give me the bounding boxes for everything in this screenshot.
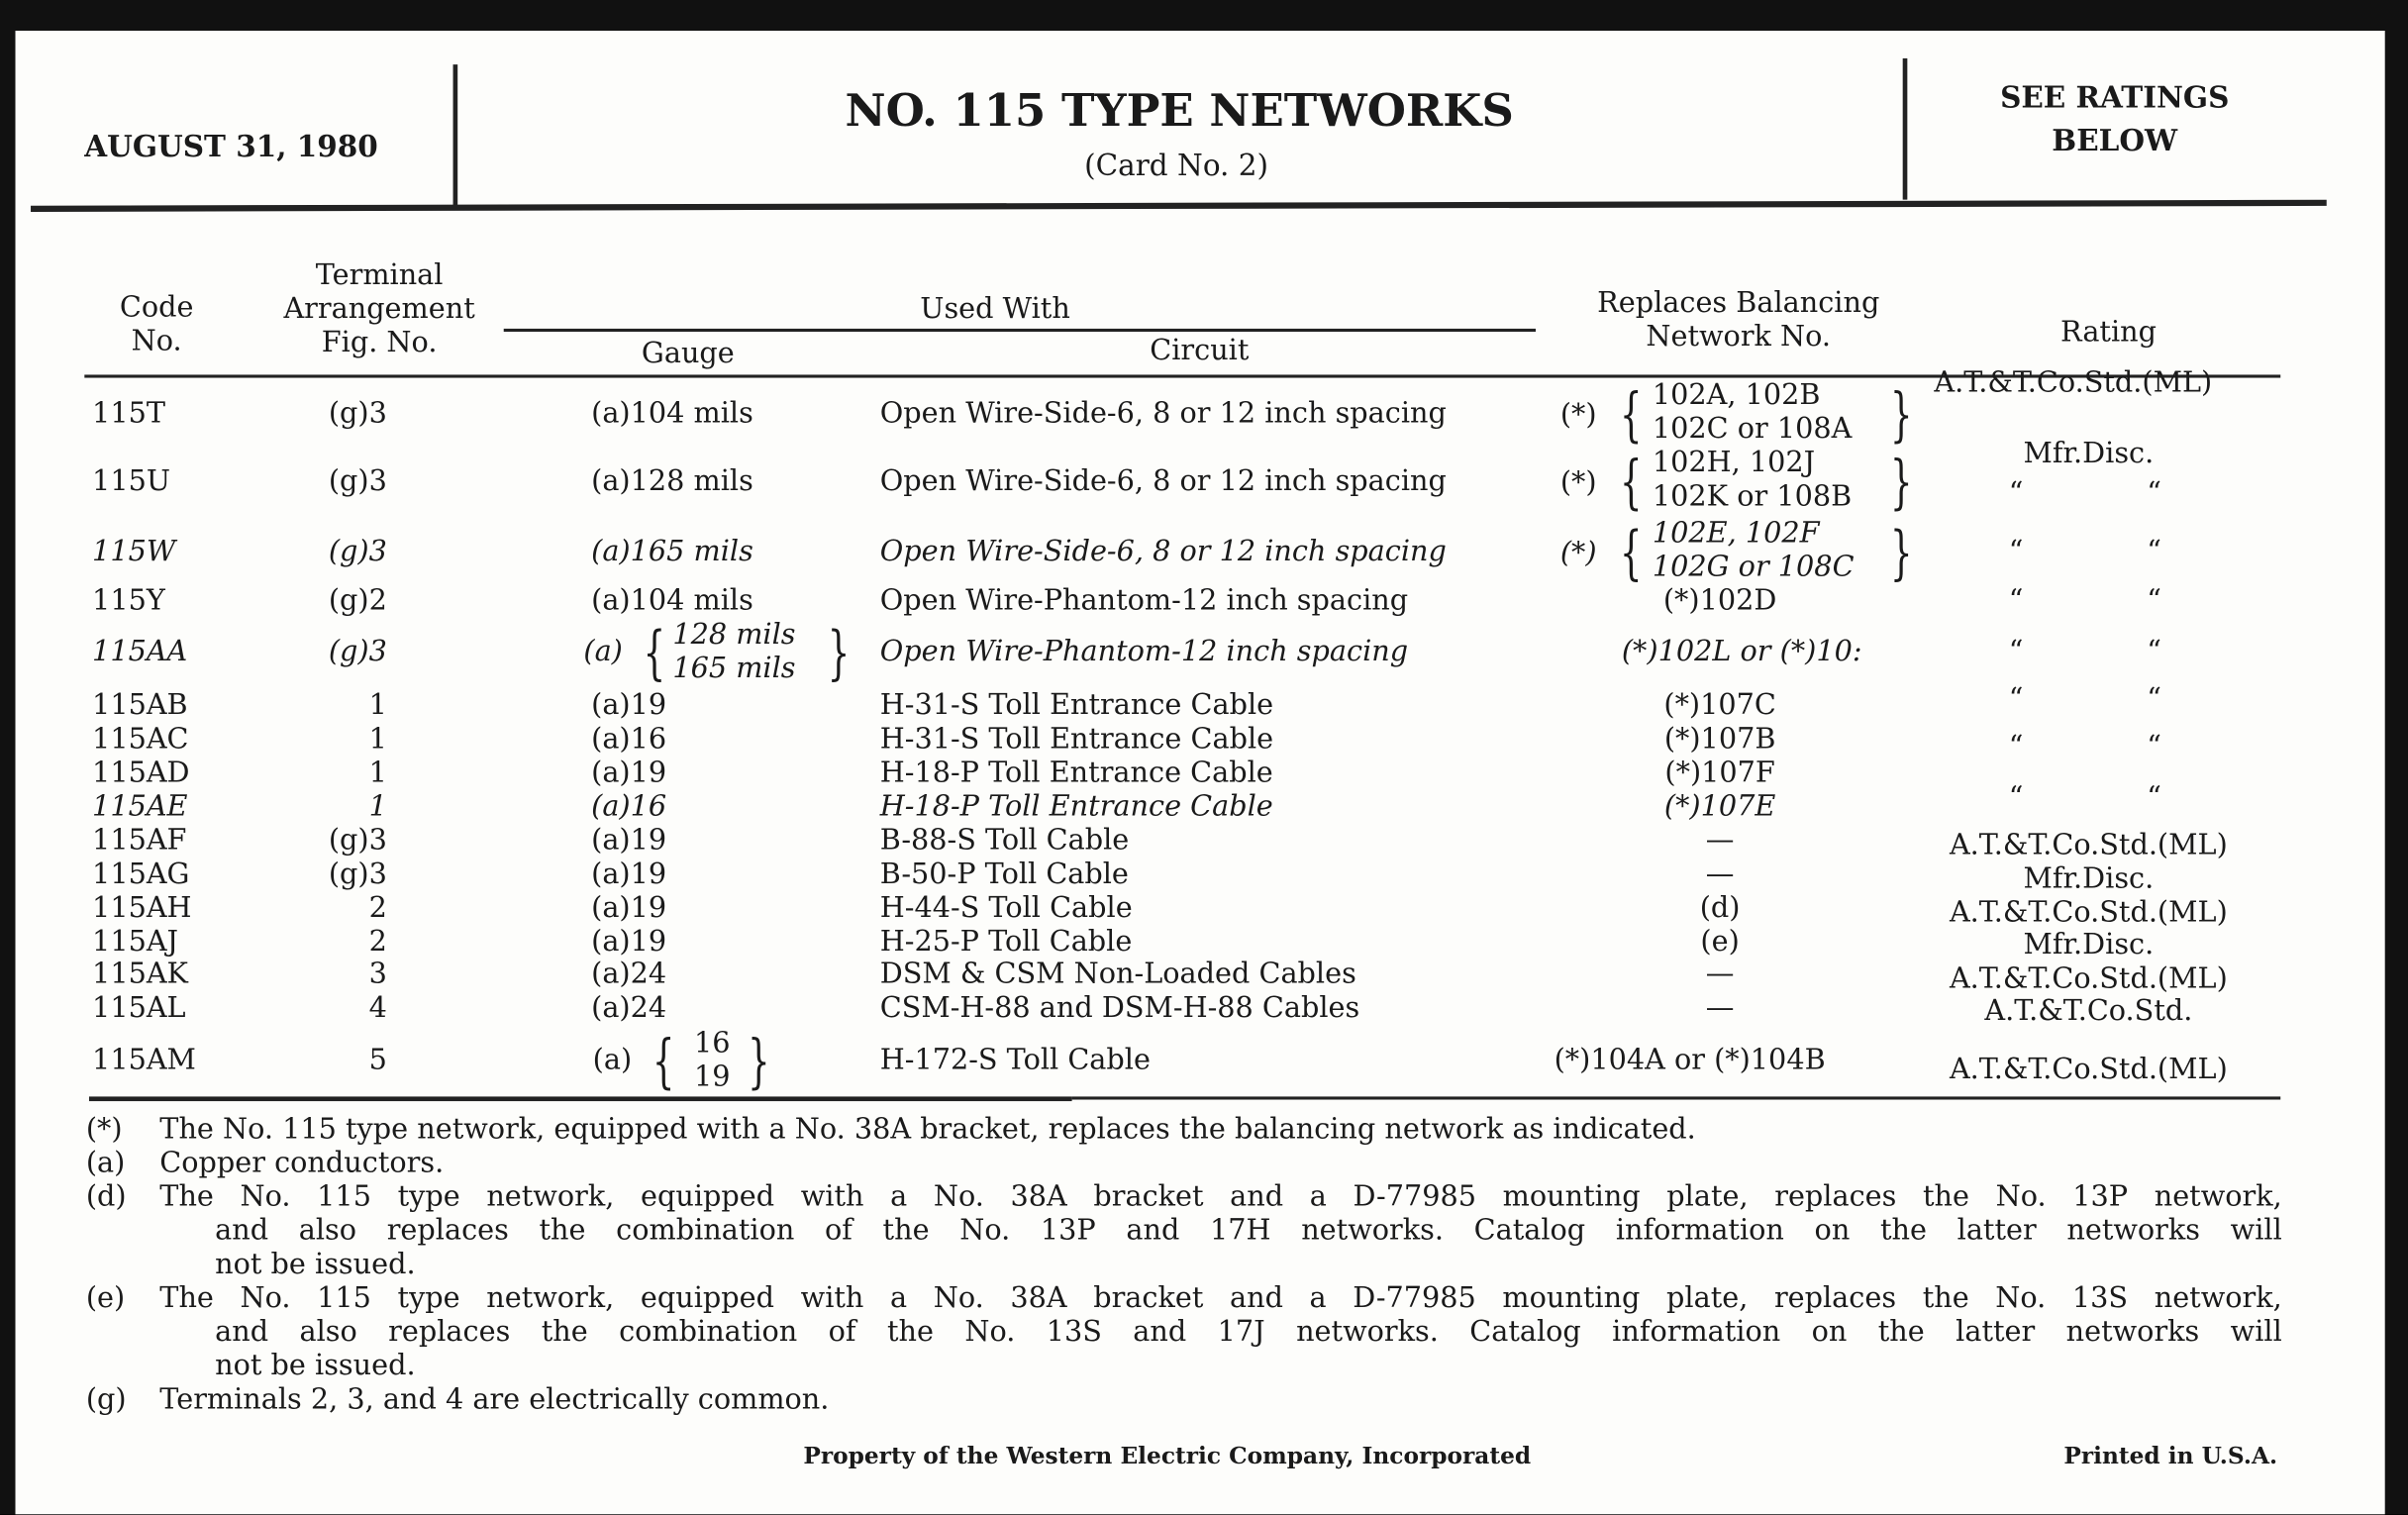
ditto-mark: “	[2008, 584, 2024, 618]
fig-cell: 1	[368, 790, 387, 824]
gauge-cell: (a)16	[591, 790, 667, 824]
gauge-cell: (a)128 mils	[591, 464, 753, 498]
col-header-line: No.	[131, 325, 182, 358]
ditto-mark: “	[2147, 683, 2161, 716]
brace-close-icon: }	[827, 619, 851, 687]
gauge-cell: (a)19	[591, 858, 667, 891]
footnote-line: not be issued.	[215, 1350, 416, 1382]
brace-open-icon: {	[1620, 380, 1643, 449]
fig-cell: (g)3	[328, 858, 387, 891]
circuit-cell: H-172-S Toll Cable	[879, 1044, 1151, 1077]
header-divider-left	[453, 64, 458, 207]
rating-cell: Mfr.Disc.	[2023, 929, 2155, 961]
replaces-line: 102H, 102J	[1652, 447, 1816, 479]
code-cell: 115AB	[92, 689, 188, 722]
gauge-cell: (a)104 mils	[591, 397, 753, 431]
ditto-mark: “	[2008, 536, 2024, 568]
circuit-cell: B-50-P Toll Cable	[879, 858, 1129, 891]
code-cell: 115AL	[92, 991, 186, 1025]
see-ratings-line: BELOW	[2052, 124, 2178, 158]
col-header-line: Terminal	[315, 259, 444, 292]
gauge-cell: (a)104 mils	[591, 584, 753, 618]
brace-open-icon: {	[643, 619, 666, 687]
col-header-line: Replaces Balancing	[1597, 287, 1880, 320]
circuit-cell: B-88-S Toll Cable	[879, 824, 1130, 858]
gauge-prefix: (a)	[583, 636, 623, 668]
footnote-line: The No. 115 type network, equipped with a No. 38A bracket, replaces the balancing network as indicated.	[159, 1113, 1696, 1147]
replaces-cell: (*)102D	[1662, 584, 1777, 618]
footnote-mark: (d)	[85, 1180, 127, 1214]
brace-close-icon: }	[1890, 519, 1913, 587]
fig-cell: (g)3	[328, 464, 387, 498]
footnote-mark: (a)	[85, 1147, 126, 1180]
catalog-card	[16, 31, 2385, 1514]
gauge-cell: (a)19	[591, 926, 667, 959]
gauge-line: 16	[694, 1027, 731, 1060]
brace-close-icon: }	[748, 1027, 770, 1095]
fig-cell: 2	[368, 892, 387, 925]
code-cell: 115Y	[92, 584, 165, 618]
footnote-line: The No. 115 type network, equipped with a No. 38A bracket and a D-77985 mounting plate, replaces the No. 13P network,	[159, 1180, 2282, 1214]
col-header-used-with: Used With	[920, 293, 1070, 326]
brace-close-icon: }	[1890, 380, 1913, 449]
code-cell: 115AG	[92, 858, 190, 891]
rating-cell: Mfr.Disc.	[2023, 862, 2155, 896]
fig-cell: 3	[368, 958, 387, 991]
code-cell: 115T	[92, 397, 165, 431]
card-date: AUGUST 31, 1980	[84, 130, 378, 164]
replaces-prefix: (*)	[1559, 537, 1597, 570]
code-cell: 115AF	[92, 824, 187, 858]
ditto-mark: “	[2008, 477, 2024, 510]
circuit-cell: H-18-P Toll Entrance Cable	[879, 790, 1273, 824]
footnote-line: and also replaces the combination of the No. 13P and 17H networks. Catalog information on the latter networks will	[215, 1214, 2282, 1248]
replaces-prefix: (*)	[1559, 466, 1597, 500]
code-cell: 115U	[92, 464, 171, 498]
code-cell: 115W	[92, 536, 176, 568]
code-cell: 115AD	[92, 757, 190, 790]
ditto-mark: “	[2008, 731, 2024, 763]
code-cell: 115AE	[92, 790, 188, 824]
replaces-cell: (e)	[1700, 926, 1740, 959]
see-ratings-note	[2000, 77, 2229, 163]
table-bottom-rule	[89, 1096, 1072, 1101]
fig-cell: 4	[368, 991, 387, 1025]
gauge-line: 128 mils	[672, 619, 796, 652]
footnote-mark: (*)	[85, 1113, 123, 1147]
col-header-circuit: Circuit	[1150, 335, 1250, 367]
brace-open-icon: {	[1620, 519, 1643, 587]
used-with-rule	[504, 329, 1536, 331]
gauge-cell: (a)19	[591, 824, 667, 858]
printed-notice: Printed in U.S.A.	[2063, 1442, 2278, 1470]
circuit-cell: Open Wire-Phantom-12 inch spacing	[879, 636, 1409, 668]
col-header-gauge: Gauge	[641, 338, 735, 370]
ditto-mark: “	[2008, 636, 2024, 668]
ditto-mark: “	[2008, 781, 2024, 815]
brace-open-icon: {	[1620, 448, 1643, 517]
fig-cell: (g)2	[328, 584, 387, 618]
circuit-cell: Open Wire-Side-6, 8 or 12 inch spacing	[879, 397, 1447, 431]
gauge-cell: (a)19	[591, 689, 667, 722]
rating-cell: A.T.&T.Co.Std.	[1984, 995, 2193, 1028]
circuit-cell: Open Wire-Side-6, 8 or 12 inch spacing	[879, 464, 1447, 498]
replaces-cell: (*)107C	[1663, 689, 1776, 722]
fig-cell: (g)3	[328, 636, 387, 668]
brace-open-icon: {	[652, 1027, 675, 1095]
rating-cell: A.T.&T.Co.Std.(ML)	[1949, 829, 2228, 862]
code-cell: 115AA	[92, 636, 188, 668]
col-header-code	[120, 292, 194, 359]
see-ratings-line: SEE RATINGS	[2000, 81, 2230, 116]
gauge-line: 19	[694, 1060, 731, 1094]
replaces-cell: (*)107E	[1663, 790, 1776, 824]
rating-cell: A.T.&T.Co.Std.(ML)	[1934, 366, 2213, 400]
rating-cell: A.T.&T.Co.Std.(ML)	[1949, 962, 2228, 996]
col-header-line: Code	[119, 291, 194, 325]
replaces-cell: —	[1705, 824, 1735, 858]
replaces-cell: —	[1705, 858, 1735, 891]
gauge-line: 165 mils	[672, 653, 796, 685]
gauge-cell: (a)24	[591, 991, 667, 1025]
gauge-cell: (a)19	[591, 757, 667, 790]
circuit-cell: H-18-P Toll Entrance Cable	[879, 757, 1273, 790]
circuit-cell: H-25-P Toll Cable	[879, 926, 1133, 959]
replaces-cell: (*)102L or (*)10:	[1621, 636, 1862, 668]
ditto-mark: “	[2147, 731, 2161, 763]
replaces-line: 102C or 108A	[1652, 413, 1853, 446]
replaces-cell: (d)	[1699, 892, 1741, 925]
brace-close-icon: }	[1890, 448, 1913, 517]
card-number: (Card No. 2)	[1084, 149, 1269, 183]
col-header-rating: Rating	[2060, 316, 2157, 350]
gauge-cell: (a)19	[591, 892, 667, 925]
col-header-line: Network No.	[1646, 321, 1832, 354]
circuit-cell: DSM & CSM Non-Loaded Cables	[879, 958, 1356, 991]
fig-cell: (g)3	[328, 397, 387, 431]
fig-cell: (g)3	[328, 824, 387, 858]
fig-cell: 1	[368, 723, 387, 757]
code-cell: 115AJ	[92, 926, 179, 959]
replaces-cell: (*)107F	[1664, 757, 1775, 790]
rating-cell: A.T.&T.Co.Std.(ML)	[1949, 896, 2228, 930]
header-rule	[31, 200, 2327, 212]
header-divider-right	[1903, 58, 1908, 200]
ditto-mark: “	[2147, 781, 2161, 815]
circuit-cell: H-44-S Toll Cable	[879, 892, 1133, 925]
fig-cell: (g)3	[328, 536, 387, 568]
ditto-mark: “	[2147, 477, 2161, 510]
replaces-cell: (*)104A or (*)104B	[1554, 1044, 1826, 1077]
replaces-line: 102K or 108B	[1652, 480, 1853, 514]
fig-cell: 2	[368, 926, 387, 959]
fig-cell: 1	[368, 757, 387, 790]
circuit-cell: H-31-S Toll Entrance Cable	[879, 689, 1274, 722]
replaces-line: 102A, 102B	[1652, 379, 1821, 412]
circuit-cell: Open Wire-Phantom-12 inch spacing	[879, 584, 1409, 618]
col-header-replaces	[1597, 287, 1879, 354]
footnote-line: and also replaces the combination of the No. 13S and 17J networks. Catalog information on the latter networks will	[215, 1316, 2282, 1349]
fig-cell: 5	[368, 1044, 387, 1077]
footnote-mark: (g)	[85, 1383, 127, 1417]
replaces-cell: (*)107B	[1663, 723, 1776, 757]
code-cell: 115AK	[92, 958, 188, 991]
col-header-line: Arrangement	[283, 293, 475, 326]
replaces-cell: —	[1705, 958, 1735, 991]
table-bottom-rule	[1072, 1096, 2281, 1099]
col-header-line: Fig. No.	[321, 327, 438, 359]
gauge-cell: (a)24	[591, 958, 667, 991]
replaces-line: 102E, 102F	[1652, 517, 1820, 551]
code-cell: 115AM	[92, 1044, 196, 1077]
footnote-line: Copper conductors.	[159, 1147, 445, 1180]
gauge-prefix: (a)	[592, 1044, 633, 1077]
fig-cell: 1	[368, 689, 387, 722]
footnote-line: not be issued.	[215, 1248, 416, 1281]
footnote-line: Terminals 2, 3, and 4 are electrically common.	[159, 1383, 830, 1417]
gauge-cell: (a)165 mils	[591, 536, 753, 568]
footnote-line: The No. 115 type network, equipped with a No. 38A bracket and a D-77985 mounting plate, replaces the No. 13S network,	[159, 1282, 2282, 1315]
replaces-prefix: (*)	[1559, 399, 1597, 432]
code-cell: 115AH	[92, 892, 192, 925]
replaces-line: 102G or 108C	[1652, 551, 1855, 584]
ditto-mark: “	[2147, 584, 2161, 618]
footnote-mark: (e)	[85, 1282, 126, 1315]
ditto-mark: “	[2147, 636, 2161, 668]
code-cell: 115AC	[92, 723, 189, 757]
col-header-terminal	[283, 259, 474, 360]
ditto-mark: “	[2147, 536, 2161, 568]
circuit-cell: Open Wire-Side-6, 8 or 12 inch spacing	[879, 536, 1447, 568]
page-title: NO. 115 TYPE NETWORKS	[845, 84, 1514, 138]
circuit-cell: H-31-S Toll Entrance Cable	[879, 723, 1274, 757]
rating-cell: A.T.&T.Co.Std.(ML)	[1949, 1053, 2228, 1086]
ditto-mark: “	[2008, 683, 2024, 716]
gauge-cell: (a)16	[591, 723, 667, 757]
replaces-cell: —	[1705, 991, 1735, 1025]
circuit-cell: CSM-H-88 and DSM-H-88 Cables	[879, 991, 1360, 1025]
property-notice: Property of the Western Electric Company, Incorporated	[803, 1442, 1532, 1470]
rating-cell: Mfr.Disc.	[2023, 438, 2155, 470]
